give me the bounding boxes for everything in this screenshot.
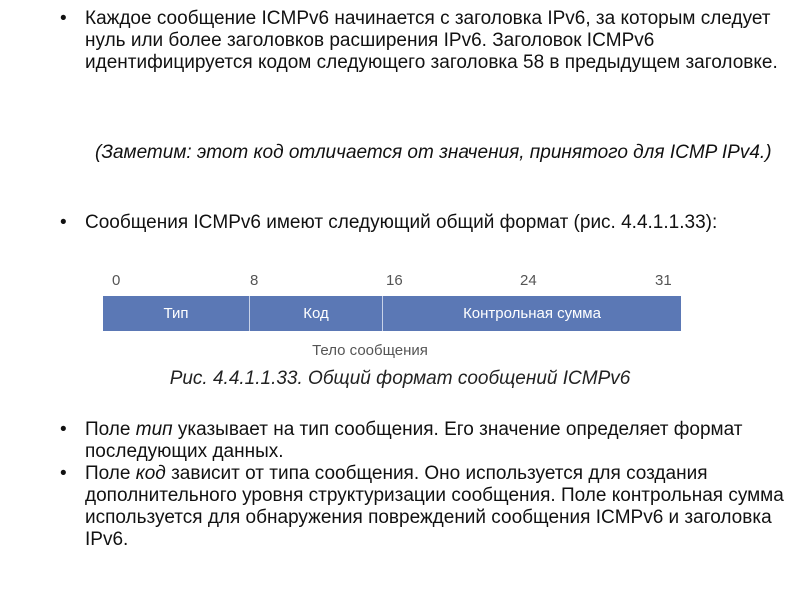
text: Поле xyxy=(85,463,136,484)
bullet-icon: • xyxy=(60,463,67,484)
bit-tick: 8 xyxy=(250,272,259,289)
field-code: Код xyxy=(250,296,383,331)
figure-caption: Рис. 4.4.1.1.33. Общий формат сообщений ICMPv6 xyxy=(169,368,631,389)
bullet-icon: • xyxy=(60,212,67,233)
bit-tick: 31 xyxy=(655,272,672,289)
emphasis: код xyxy=(135,463,166,484)
bullet-code-field xyxy=(60,463,785,551)
bullet-text: Каждое сообщение ICMPv6 начинается с заголовка IPv6, за которым следует нуль или более заголовков расширения IPv6. Заголовок ICMPv6 идентифицируется кодом следующего заголовка 58 в предыдущем заголовке. xyxy=(85,8,778,73)
field-checksum: Контрольная сумма xyxy=(463,305,601,322)
bullet-format xyxy=(60,212,785,234)
note: (Заметим: этот код отличается от значения, принятого для ICMP IPv4.) xyxy=(95,142,772,163)
emphasis: тип xyxy=(135,419,173,440)
bullet-text: Сообщения ICMPv6 имеют следующий общий формат (рис. 4.4.1.1.33): xyxy=(85,212,718,233)
bullet-icon: • xyxy=(60,8,67,29)
text: зависит от типа сообщения. Оно используется для создания дополнительного уровня структуризации сообщения. Поле контрольная сумма используется для обнаружения повреждений сообщения ICMPv6 и заголовка IPv6. xyxy=(85,463,784,550)
bullet-type-field xyxy=(60,419,785,463)
message-body-label: Тело сообщения xyxy=(312,342,428,359)
text: указывает на тип сообщения. Его значение определяет формат последующих данных. xyxy=(85,419,743,462)
field-type: Тип xyxy=(103,296,250,331)
bit-tick: 24 xyxy=(520,272,537,289)
bit-tick: 16 xyxy=(386,272,403,289)
bullet-icmpv6-header xyxy=(60,8,785,74)
bullet-icon: • xyxy=(60,419,67,440)
text: Поле xyxy=(85,419,136,440)
bit-tick: 0 xyxy=(112,272,121,289)
icmpv6-header-diagram xyxy=(103,296,681,331)
